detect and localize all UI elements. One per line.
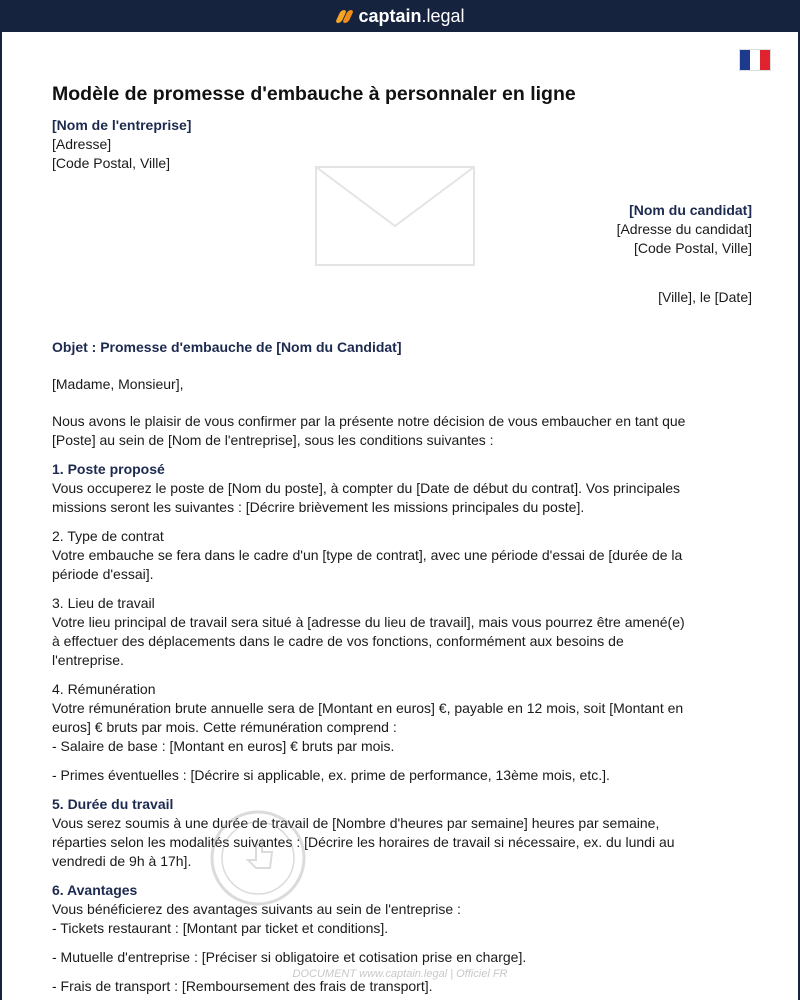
section-lieu: [52, 594, 752, 670]
letter-body: [52, 82, 752, 996]
date-line: [Ville], le [Date]: [658, 289, 752, 305]
section-line: à effectuer des déplacements dans le cadre de vos fonctions, conformément aux besoins de: [52, 633, 624, 649]
section-title: 5. Durée du travail: [52, 796, 174, 812]
sender-block: [52, 116, 752, 173]
bullet-item: - Salaire de base : [Montant en euros] € bruts par mois.: [52, 738, 395, 754]
section-line: Vous bénéficierez des avantages suivants au sein de l'entreprise :: [52, 901, 461, 917]
section-title: 1. Poste proposé: [52, 461, 165, 477]
subject-line: Objet : Promesse d'embauche de [Nom du Candidat]: [52, 339, 402, 355]
captain-legal-logo[interactable]: [335, 6, 464, 27]
footer-watermark: DOCUMENT www.captain.legal | Officiel FR: [292, 968, 508, 980]
intro-paragraph: [52, 412, 752, 450]
salutation: [Madame, Monsieur],: [52, 376, 184, 392]
section-line: période d'essai].: [52, 566, 154, 582]
sender-address: [Adresse]: [52, 136, 112, 152]
intro-line: [Poste] au sein de [Nom de l'entreprise], sous les conditions suivantes :: [52, 432, 494, 448]
recipient-city: [Code Postal, Ville]: [633, 240, 752, 256]
bullet-item: - Tickets restaurant : [Montant par ticket et conditions].: [52, 920, 389, 936]
section-line: Votre embauche se fera dans le cadre d'un [type de contrat], avec une période d'essai de [durée de la: [52, 547, 683, 563]
section-line: Votre rémunération brute annuelle sera de [Montant en euros] €, payable en 12 mois, soit [Montant en: [52, 700, 684, 716]
bullet-item: - Primes éventuelles : [Décrire si applicable, ex. prime de performance, 13ème mois, etc.].: [52, 767, 610, 783]
section-line: Vous serez soumis à une durée de travail de [Nombre d'heures par semaine] heures par semaine,: [52, 815, 660, 831]
bullet-item: - Mutuelle d'entreprise : [Préciser si obligatoire et cotisation prise en charge].: [52, 949, 527, 965]
section-duree: [52, 795, 752, 871]
section-line: vendredi de 9h à 17h].: [52, 853, 192, 869]
recipient-address: [Adresse du candidat]: [616, 221, 752, 237]
section-contrat: [52, 527, 752, 584]
recipient-name: [Nom du candidat]: [629, 202, 752, 218]
logo-text: captain.legal: [358, 5, 465, 26]
recipient-block: [52, 201, 752, 258]
section-line: réparties selon les modalités suivantes : [Décrire les horaires de travail si nécessaire, ex. du lundi au: [52, 834, 675, 850]
section-line: euros] € bruts par mois. Cette rémunération comprend :: [52, 719, 397, 735]
logo-slashes-icon: [335, 8, 353, 24]
section-line: Vous occuperez le poste de [Nom du poste], à compter du [Date de début du contrat]. Vos principales: [52, 480, 681, 496]
section-remuneration: [52, 680, 752, 785]
french-flag-icon[interactable]: [740, 50, 770, 70]
sender-city: [Code Postal, Ville]: [52, 155, 171, 171]
section-title: 4. Rémunération: [52, 681, 156, 697]
section-title: 3. Lieu de travail: [52, 595, 155, 611]
intro-line: Nous avons le plaisir de vous confirmer par la présente notre décision de vous embaucher en tant que: [52, 413, 686, 429]
sender-company: [Nom de l'entreprise]: [52, 117, 192, 133]
section-poste: [52, 460, 752, 517]
page-title: Modèle de promesse d'embauche à personnaler en ligne: [52, 83, 576, 105]
conforme-stamp-icon: [208, 808, 308, 908]
bullet-item: - Frais de transport : [Remboursement des frais de transport].: [52, 978, 433, 994]
top-brand-bar: [0, 0, 800, 32]
section-line: l'entreprise.: [52, 652, 124, 668]
section-title: 6. Avantages: [52, 882, 138, 898]
section-line: missions seront les suivantes : [Décrire brièvement les missions principales du poste].: [52, 499, 585, 515]
section-line: Votre lieu principal de travail sera situé à [adresse du lieu de travail], mais vous pourrez être amené(e): [52, 614, 685, 630]
section-title: 2. Type de contrat: [52, 528, 164, 544]
